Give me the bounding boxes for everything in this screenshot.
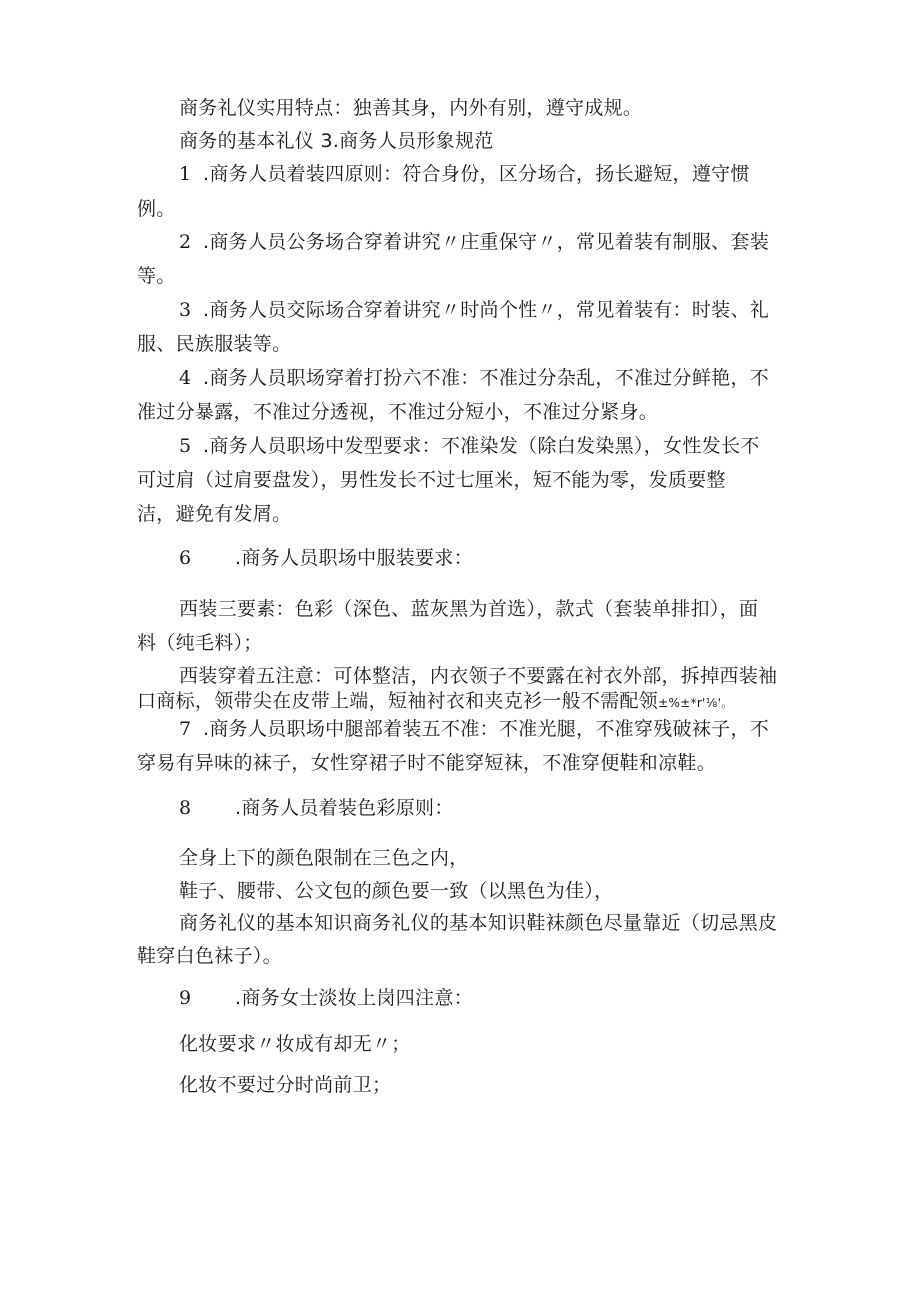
color-rule-2: 鞋子、腰带、公文包的颜色要一致（以黑色为佳）， (179, 880, 614, 902)
list-item-3-cont: 服、民族服装等。 (137, 333, 292, 355)
list-number: 4 (179, 367, 192, 389)
list-item-5-cont-2: 洁，避免有发屑。 (137, 503, 292, 525)
list-item-9: 9 .商务女士淡妆上岗四注意： (179, 987, 473, 1009)
paragraph-features: 商务礼仪实用特点：独善其身，内外有别，遵守成规。 (179, 97, 643, 119)
section-heading: 商务的基本礼仪 3.商务人员形象规范 (179, 130, 494, 152)
list-item-4: 4 .商务人员职场穿着打扮六不准：不准过分杂乱，不准过分鲜艳，不 (179, 367, 770, 389)
list-item-7: 7 .商务人员职场中腿部着装五不准：不准光腿，不准穿残破袜子，不 (179, 718, 770, 740)
list-item-4-cont: 准过分暴露，不准过分透视，不准过分短小，不准过分紧身。 (137, 401, 659, 423)
list-item-2: 2 .商务人员公务场合穿着讲究〃庄重保守〃，常见着装有制服、套装 (179, 231, 770, 253)
list-item-5: 5 .商务人员职场中发型要求：不准染发（除白发染黑），女性发长不 (179, 435, 760, 457)
suit-notes-cont: 口商标，领带尖在皮带上端，短袖衬衣和夹克衫一般不需配领±%±*r'⅛'。 (137, 690, 734, 712)
list-number: 7 (179, 718, 192, 740)
list-number: 1 (179, 163, 192, 185)
list-item-1-cont: 例。 (137, 198, 176, 220)
list-item-2-cont: 等。 (137, 265, 176, 287)
garbled-glyphs: ±%±*r'⅛'。 (658, 696, 734, 710)
list-item-6: 6 .商务人员职场中服装要求： (179, 547, 473, 569)
suit-notes: 西装穿着五注意：可体整洁，内衣领子不要露在衬衣外部，拆掉西装袖 (179, 665, 778, 687)
suit-elements: 西装三要素：色彩（深色、蓝灰黑为首选），款式（套装单排扣），面 (179, 598, 759, 620)
list-item-7-cont: 穿易有异味的袜子，女性穿裙子时不能穿短袜，不准穿便鞋和凉鞋。 (137, 752, 717, 774)
suit-elements-cont: 料（纯毛料）； (137, 632, 263, 654)
list-item-5-cont: 可过肩（过肩要盘发），男性发长不过七厘米，短不能为零，发质要整 (137, 469, 726, 491)
makeup-rule-1: 化妆要求〃妆成有却无〃； (179, 1033, 411, 1055)
list-number: 2 (179, 231, 192, 253)
list-number: 8 (179, 797, 192, 819)
list-number: 9 (179, 987, 192, 1009)
color-rule-3-cont: 鞋穿白色袜子）。 (137, 945, 282, 967)
color-rule-3: 商务礼仪的基本知识商务礼仪的基本知识鞋袜颜色尽量靠近（切忌黑皮 (179, 912, 778, 934)
list-number: 5 (179, 435, 192, 457)
color-rule-1: 全身上下的颜色限制在三色之内， (179, 847, 469, 869)
list-number: 3 (179, 299, 192, 321)
list-item-8: 8 .商务人员着装色彩原则： (179, 797, 454, 819)
list-item-3: 3 .商务人员交际场合穿着讲究〃时尚个性〃，常见着装有：时装、礼 (179, 299, 770, 321)
makeup-rule-2: 化妆不要过分时尚前卫； (179, 1074, 392, 1096)
list-number: 6 (179, 547, 192, 569)
list-item-1: 1 .商务人员着装四原则：符合身份，区分场合，扬长避短，遵守惯 (179, 163, 750, 185)
